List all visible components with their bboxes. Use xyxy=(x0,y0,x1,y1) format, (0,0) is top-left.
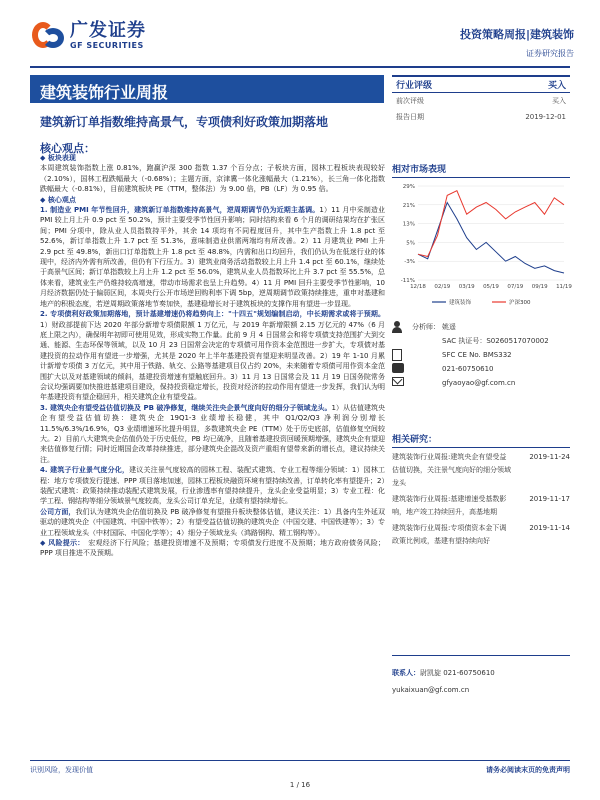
body-paragraph xyxy=(40,465,385,507)
page-footer xyxy=(30,760,570,789)
related-item-title: 建筑装饰行业周报:专项债资本金下调政策比例或，基建有望持续向好 xyxy=(392,524,507,545)
report-type: 证券研究报告 xyxy=(526,49,574,58)
related-title: 相关研究： xyxy=(392,432,570,448)
paragraph-text: 建议关注景气度较高的园林工程、装配式建筑、专业工程等细分领域：1）园林工程：地方专项债发行提速、PPP 项目落地加速，园林工程板块融资环境有望持续改善，订单转化率有望提升；2）装配式建筑：政策持续推动装配式建筑发展，行业渗透率有望持续提升，龙头企业受益明显；3）专业工程：化学工程、钢结构等细分领域景气度较高，龙头公司订单充足，业绩有望持续增长。 xyxy=(40,466,386,506)
related-item[interactable] xyxy=(392,451,570,490)
paragraph-text: 宏观经济下行风险；基建投资增速不及预期；专项债发行进度不及预期；地方政府债务风险；PPP 项目推进不及预期。 xyxy=(40,539,385,558)
y-tick-label: 13% xyxy=(402,221,415,228)
analyst-info xyxy=(392,320,570,390)
legend-label: 建筑装饰 xyxy=(449,300,472,306)
body-paragraph xyxy=(40,163,385,194)
legend-label: 沪深300 xyxy=(509,300,531,306)
report-date-label: 报告日期 xyxy=(396,113,424,121)
contact-info xyxy=(392,655,570,694)
body-paragraph xyxy=(40,205,385,309)
contact-label: 联系人： xyxy=(392,669,420,677)
rating-panel xyxy=(392,75,570,125)
related-item-date: 2019-11-17 xyxy=(529,495,570,503)
prev-rating-value: 买入 xyxy=(552,97,566,105)
report-line: 投资策略周报|建筑装饰 xyxy=(459,28,574,41)
header-rule xyxy=(30,66,570,68)
company-logo xyxy=(30,18,146,52)
chart-title: 相对市场表现 xyxy=(392,162,570,178)
y-tick-label: 21% xyxy=(402,202,415,209)
gf-logo-icon xyxy=(30,18,66,52)
body-paragraph xyxy=(40,403,385,465)
analyst-sac: SAC 执证号：S0260517070002 xyxy=(442,337,549,345)
contact-name-phone: 尉凯旋 021-60750610 xyxy=(420,669,495,677)
rating-title: 行业评级 xyxy=(396,81,433,91)
analyst-sfc: SFC CE No. BMS332 xyxy=(442,351,512,359)
bullet-heading: ◆ 板块表现 xyxy=(40,154,76,162)
paragraph-text: 1）从估值建筑央企有望受益估值切换：建筑央企 19Q1-3 业绩增长稳健，其中 Q1/Q2/Q3 净利润分别增长 11.5%/6.3%/16.9%，Q3 业绩增速环比提升明显，多数建筑央企 PE（TTM）处于历史底部，估值修复空间较大。2）目前八大建筑央企估值仍处于历史低位，PB 均已破净，且随着基建投资回暖预期增强，建筑央企有望迎来估值修复行情；同时近期国企改革持续推进，部分建筑央企混改及资产重组有望带来新的增长点，建议持续关注。 xyxy=(40,403,385,464)
paragraph-text: 我们认为建筑央企估值切换及 PB 破净修复有望推升板块整体估值，建议关注：1）具备内生外延双驱动的建筑央企（中国建筑、中国中铁等）；2）有望受益估值切换的建筑央企（中国交建、中国铁建等）；3）专业工程领域龙头（中材国际、中国化学等）；4）细分子领域龙头（鸿路钢构、精工钢构等）。 xyxy=(40,507,385,537)
prev-rating-label: 前次评级 xyxy=(396,97,424,105)
body-paragraph xyxy=(40,507,385,538)
bullet-heading: ◆ 风险提示： xyxy=(40,539,82,548)
paragraph-lead: 3. 建筑央企有望受益估值切换及 PB 破净修复，继续关注央企景气度向好的细分子领域龙头。 xyxy=(40,403,332,412)
analyst-name: 姚遥 xyxy=(442,323,456,331)
related-item[interactable] xyxy=(392,493,570,519)
footer-disclaimer: 请务必阅读末页的免责声明 xyxy=(486,766,570,774)
report-date-value: 2019-12-01 xyxy=(525,113,566,121)
x-tick-label: 09/19 xyxy=(531,284,548,290)
page-header xyxy=(0,0,600,68)
body-paragraph xyxy=(40,538,385,559)
related-item-title: 建筑装饰行业周报:基建增速受基数影响，地产竣工持续回升，高基地期 xyxy=(392,495,507,516)
x-tick-label: 11/19 xyxy=(556,284,572,290)
footer-slogan: 识别风险，发现价值 xyxy=(30,766,93,774)
analyst-phone: 021-60750610 xyxy=(442,365,494,373)
series-line xyxy=(418,203,564,274)
document-icon xyxy=(392,349,402,361)
related-item-date: 2019-11-24 xyxy=(529,453,570,461)
mail-icon xyxy=(392,377,404,386)
logo-cn: 广发证券 xyxy=(70,19,146,41)
logo-en: GF SECURITIES xyxy=(70,40,144,50)
report-subtitle: 建筑新订单指数维持高景气，专项债利好政策加期落地 xyxy=(40,115,329,129)
core-views-heading: 核心观点： xyxy=(40,142,95,155)
paragraph-text: 1）财政部提前下达 2020 年部分新增专项债限额 1 万亿元，与 2019 年新增限额 2.15 万亿元的 47%（6 月底上限之内），确保明年初即可使用见效，形成实物工作量。此前 9 月 4 日国常会和将专项债支持范围扩大到交通、能源、生态环保等领域，以及 10 月 23 日国常会决定的专项债可用作资本金范围进一步扩大，专项债对基建投资的拉动作用有望进一步增强，尤其是 2020 年上半年基建投资有望迎来明显改善。2）19 年 1-10 月累计新增专项债 3 万亿元，其中用于铁路、轨交、公路等基建项目仅占约 20%，未来随着专项债可用作资本金范围扩大以及对基建领域的倾斜，基建投资增速有望触底回升。3）11 月 13 日国常会及 11 月 19 日国务院常务会议均强调要加快推进基建项目建设，保持投资稳定增长，投资对经济的拉动作用有望进一步发挥，我们认为明年基建投资有望企稳回升，相关建筑企业有望受益。 xyxy=(40,320,385,402)
bullet-heading: ◆ 核心观点 xyxy=(40,195,76,204)
y-tick-label: -11% xyxy=(400,278,415,284)
y-tick-label: -3% xyxy=(404,259,415,266)
related-research xyxy=(392,432,570,548)
paragraph-text: 本周建筑装饰指数上涨 0.81%，跑赢沪深 300 指数 1.37 个百分点；子板块方面，园林工程板块表现较好（2.10%），国林工程跌幅最大（-0.68%）；主题方面，京津冀一体化涨幅最大（1.21%），长三角一体化指数跌幅最大（-0.81%），目前建筑板块 PE（TTM，整体法）为 9.00 倍，PB（LF）为 0.95 倍。 xyxy=(40,164,385,194)
relative-performance-chart xyxy=(392,162,570,312)
related-item[interactable] xyxy=(392,522,570,548)
contact-email[interactable]: yukaixuan@gf.com.cn xyxy=(392,686,470,694)
paragraph-lead: 2. 专项债利好政策加期落地，预计基建增速仍将趋势向上："十四五"规划编制启动，中长期需求或将于预期。 xyxy=(40,310,385,319)
page-number: 1 / 16 xyxy=(289,781,311,789)
rating-value: 买入 xyxy=(547,81,566,91)
y-tick-label: 29% xyxy=(402,184,415,190)
body-paragraph xyxy=(40,153,385,163)
paragraph-lead: 公司方面， xyxy=(40,507,76,516)
main-body xyxy=(40,153,385,708)
line-chart xyxy=(392,180,570,312)
report-title: 建筑装饰行业周报 xyxy=(30,75,384,103)
x-tick-label: 03/19 xyxy=(458,284,475,290)
x-tick-label: 12/18 xyxy=(410,284,426,290)
phone-icon xyxy=(392,363,404,373)
paragraph-text: 1）11 月中采制造业 PMI 较上月上升 0.9 pct 至 50.2%，预计主要受季节性回升影响；同时结构来看 6 个月的调研结果均在扩张区间；PMI 分项中，除从业人员指数持平外，其余 14 项均有不同程度回升，其中生产指数上升 1.8 pct 至 52.6%，新订单指数上升 1.7 pct 至 51.3%，意味制造业供需两端均有所改善。2）11 月建筑业 PMI 上升 2.9 pct 至 49.8%，新出口订单指数上升 1.8 pct 至 48.8%，内需和出口均回升，我们仍认为在低迷行业的体现中，经济内外需有所改善，但仍有下行压力。3）建筑业商务活动指数较上月上升 1.4 pct 至 60.1%，继续处于高景气区间；新订单指数较上月上升 1.2 pct 至 56.0%，建筑从业人员指数环比上升 3.7 pct 至 55.5%，总体来看，建筑业生产仍维持较高增速，带动市场需求也呈上升趋势。4）11 月 PMI 回升主要受季节性影响，10 月经济数据仍处于偏弱区间，本周央行公开市场逆回购利率下调 5bp，逆周期调节政策持续推进，重申对基建和地产的积极态度，若逆周期政策落地节奏加快，基建稳增长对于建筑板块的支撑作用有望进一步显现。 xyxy=(40,206,385,308)
analyst-label: 分析师： xyxy=(412,323,440,331)
related-item-date: 2019-11-14 xyxy=(529,524,570,532)
body-paragraph xyxy=(40,195,385,205)
x-tick-label: 02/19 xyxy=(434,284,451,290)
body-paragraph xyxy=(40,309,385,403)
analyst-email[interactable]: gfyaoyao@gf.com.cn xyxy=(442,379,516,387)
paragraph-lead: 4. 建筑子行业景气度分化， xyxy=(40,466,130,475)
x-tick-label: 05/19 xyxy=(483,284,499,290)
x-tick-label: 07/19 xyxy=(507,284,524,290)
person-icon xyxy=(392,321,402,333)
related-item-title: 建筑装饰行业周报:建筑央企有望受益估值切换，关注景气度向好的细分领域龙头 xyxy=(392,453,511,487)
y-tick-label: 5% xyxy=(406,240,415,247)
paragraph-lead: 1. 制造业 PMI 年节性回升，建筑新订单指数维持高景气，逆周期调节仍为近期主基调。 xyxy=(40,206,320,215)
